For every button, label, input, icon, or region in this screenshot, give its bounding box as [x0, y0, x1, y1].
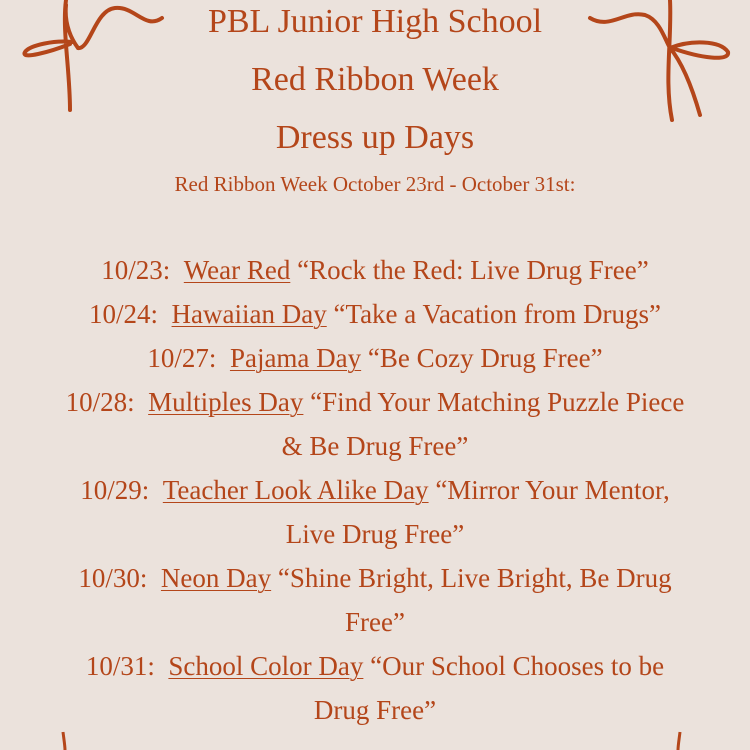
- day-line: [0, 292, 750, 336]
- school-title: PBL Junior High School: [207, 3, 543, 40]
- date-range: Red Ribbon Week October 23rd - October 31st:: [174, 172, 576, 196]
- day-slogan-continued: Live Drug Free”: [285, 519, 465, 549]
- list-item: [0, 644, 750, 732]
- day-date: 10/28:: [65, 387, 135, 417]
- day-slogan: “Shine Bright, Live Bright, Be Drug: [277, 563, 672, 593]
- day-date: 10/30:: [78, 563, 148, 593]
- day-slogan: “Mirror Your Mentor,: [435, 475, 670, 505]
- list-item: [0, 556, 750, 644]
- day-theme: Wear Red: [183, 255, 291, 285]
- event-title: Red Ribbon Week: [251, 61, 499, 98]
- ribbon-bottom-right-icon: [668, 730, 688, 750]
- ribbon-bottom-left-icon: [55, 730, 75, 750]
- day-theme: Multiples Day: [148, 387, 304, 417]
- list-item: [0, 248, 750, 292]
- day-date: 10/27:: [147, 343, 217, 373]
- day-theme: Teacher Look Alike Day: [162, 475, 429, 505]
- day-slogan-continued: Drug Free”: [313, 695, 437, 725]
- day-line: [0, 468, 750, 512]
- day-theme: School Color Day: [168, 651, 364, 681]
- day-line: [0, 248, 750, 292]
- day-slogan: “Be Cozy Drug Free”: [367, 343, 603, 373]
- day-line: [0, 644, 750, 688]
- day-theme: Neon Day: [160, 563, 272, 593]
- day-date: 10/23:: [101, 255, 171, 285]
- list-item: [0, 468, 750, 556]
- day-date: 10/24:: [89, 299, 159, 329]
- day-date: 10/29:: [80, 475, 150, 505]
- day-slogan: “Take a Vacation from Drugs”: [333, 299, 661, 329]
- list-item: [0, 380, 750, 468]
- day-line: [0, 380, 750, 424]
- day-slogan: “Our School Chooses to be: [370, 651, 665, 681]
- day-line: [0, 336, 750, 380]
- day-date: 10/31:: [85, 651, 155, 681]
- day-slogan-continued: & Be Drug Free”: [281, 431, 469, 461]
- day-slogan: “Find Your Matching Puzzle Piece: [310, 387, 685, 417]
- list-item: [0, 336, 750, 380]
- page-subtitle: Dress up Days: [275, 119, 475, 156]
- dress-up-days-list: [0, 248, 750, 732]
- list-item: [0, 292, 750, 336]
- day-line: [0, 556, 750, 600]
- day-theme: Hawaiian Day: [171, 299, 327, 329]
- day-slogan-continued: Free”: [345, 607, 405, 637]
- day-slogan: “Rock the Red: Live Drug Free”: [297, 255, 649, 285]
- day-theme: Pajama Day: [229, 343, 362, 373]
